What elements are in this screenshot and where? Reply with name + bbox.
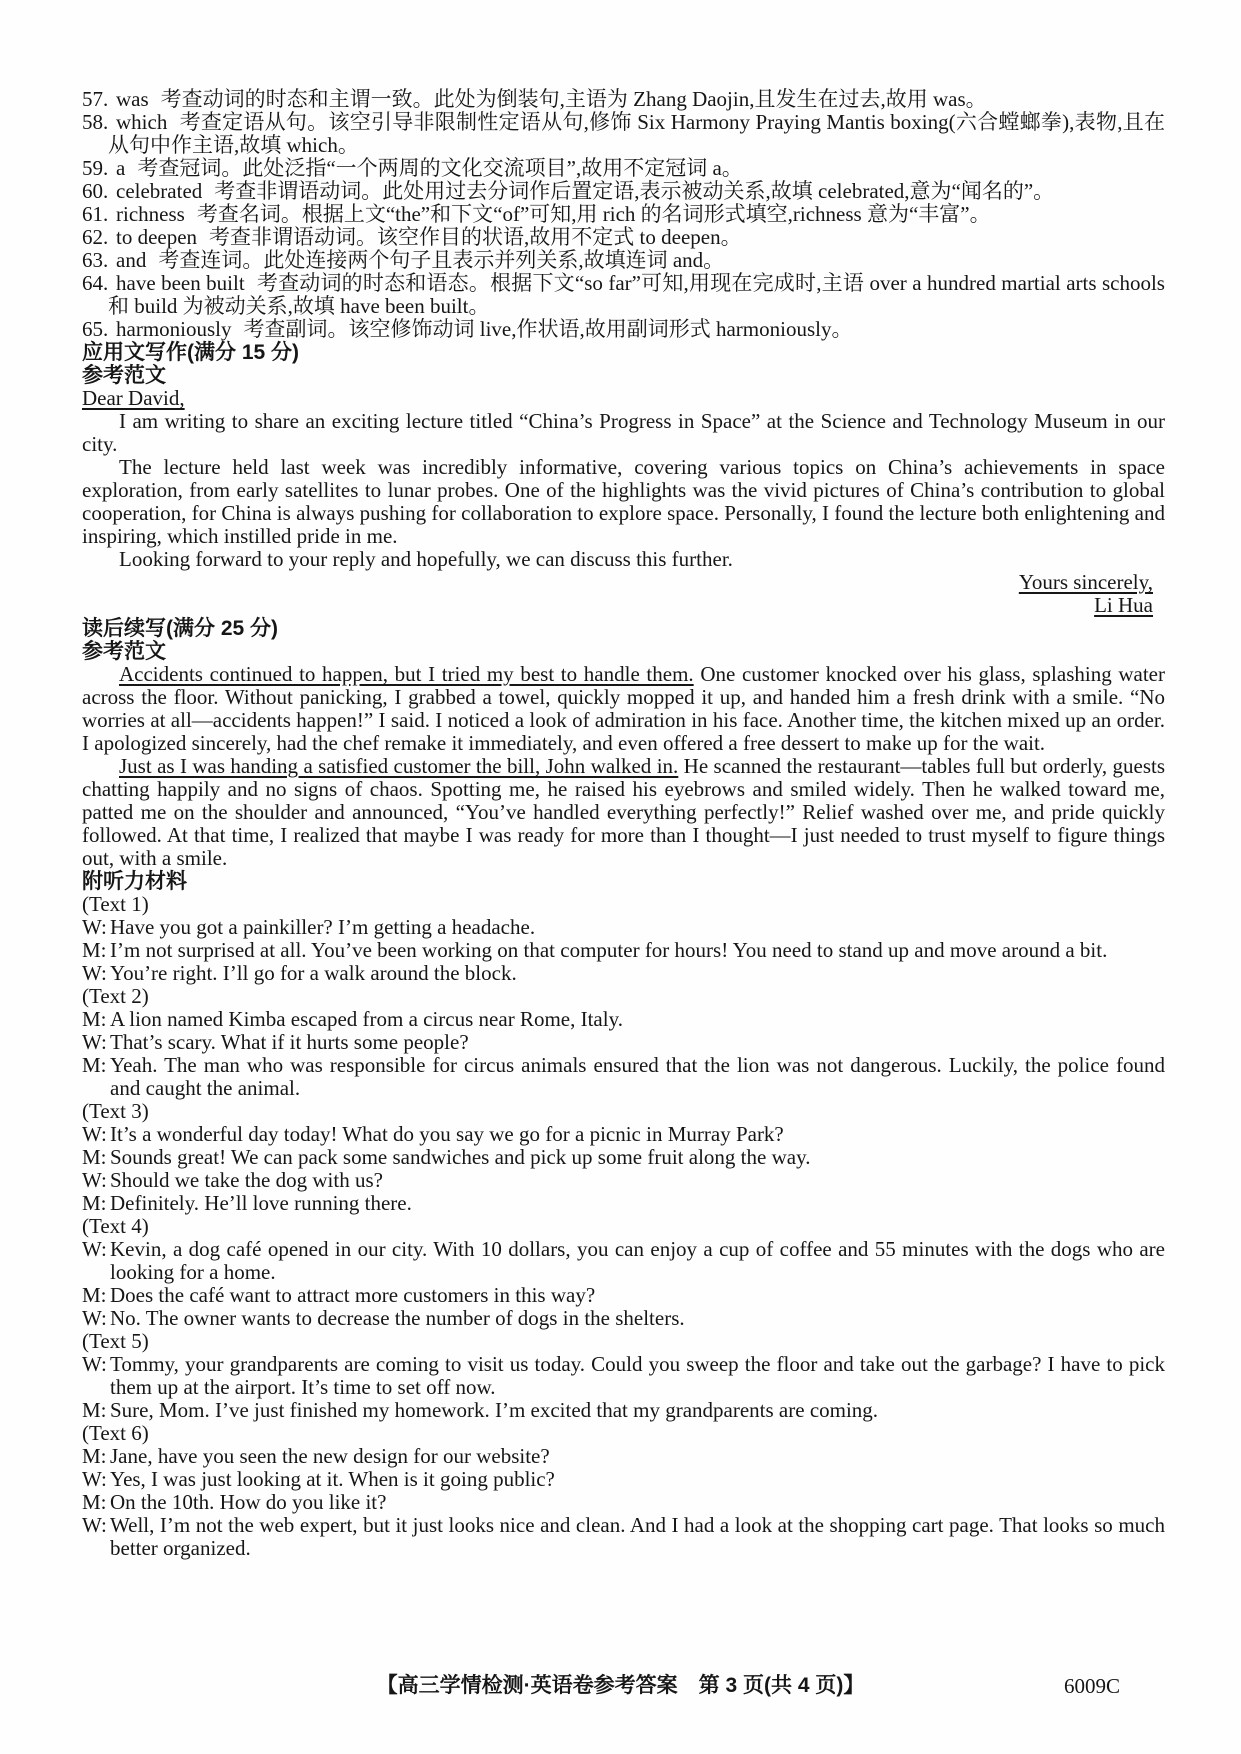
letter-salutation: Dear David,: [82, 386, 185, 410]
speaker-label: M:: [82, 1283, 107, 1307]
speaker-label: M:: [82, 1145, 107, 1169]
grammar-answers-section: [82, 88, 1165, 341]
grammar-item-65: [82, 318, 1165, 341]
paragraph-rest: One customer knocked over his glass, splashing water across the floor. Without panicking, I grabbed a towel, quickly mopped it up, and handed him a fresh drink with a smile. “No worries at all—accidents happen!” I said. I noticed a look of admiration in his face. Another time, the kitchen mixed up an order. I apologized sincerely, had the chef remake it immediately, and even offered a free dessert to make up for the wait.: [82, 662, 1166, 755]
paragraph-rest: He scanned the restaurant—tables full but orderly, guests chatting happily and no signs of chaos. Spotting me, he raised his eyebrows and smiled widely. Then he walked toward me, patted me on the shoulder and announced, “You’ve handled everything perfectly!” Relief washed over me, and pride quickly followed. At that time, I realized that maybe I was ready for more than I thought—I just needed to trust myself to figure things out, with a smile.: [82, 754, 1165, 870]
dialogue-text: Yes, I was just looking at it. When is it going public?: [110, 1467, 555, 1491]
footer-title: 【高三学情检测·英语卷参考答案 第 3 页(共 4 页)】: [376, 1674, 865, 1697]
text-label-3: (Text 3): [82, 1099, 149, 1123]
lead-sentence: Just as I was handing a satisfied customer the bill, John walked in.: [119, 754, 679, 778]
dialogue-text: Yeah. The man who was responsible for circus animals ensured that the lion was not dangerous. Luckily, the police found and caught the animal.: [110, 1053, 1165, 1100]
letter-closing: Yours sincerely,: [1018, 570, 1153, 594]
item-explanation: 考查非谓语动词。该空作目的状语,故用不定式 to deepen。: [209, 225, 742, 249]
model-essay-label: 参考范文: [82, 364, 166, 387]
grammar-item-57: [82, 88, 1165, 111]
grammar-item-62: [82, 226, 1165, 249]
dialogue-text: Have you got a painkiller? I’m getting a headache.: [110, 915, 536, 939]
dialogue-line: [82, 1008, 1165, 1031]
dialogue-text: You’re right. I’ll go for a walk around the block.: [110, 961, 517, 985]
text-label-5: (Text 5): [82, 1329, 149, 1353]
item-number: 61.: [82, 202, 109, 226]
letter-paragraph-3: Looking forward to your reply and hopefully, we can discuss this further.: [119, 547, 733, 571]
dialogue-line: [82, 1031, 1165, 1054]
grammar-item-61: [82, 203, 1165, 226]
speaker-label: W:: [82, 1467, 107, 1491]
continuation-paragraph-1: [82, 663, 1165, 755]
dialogue-line: [82, 1468, 1165, 1491]
letter-paragraph-2: The lecture held last week was incredibly informative, covering various topics on China’s achievements in space exploration, from early satellites to lunar probes. One of the highlights was the vivid pictures of China’s contribution to global cooperation, for China is always pushing for collaboration to explore space. Personally, I found the lecture both enlightening and inspiring, which instilled pride in me.: [82, 455, 1165, 548]
grammar-item-58: [82, 111, 1165, 157]
speaker-label: M:: [82, 1191, 107, 1215]
item-number: 62.: [82, 225, 109, 249]
dialogue-text: A lion named Kimba escaped from a circus near Rome, Italy.: [110, 1007, 623, 1031]
dialogue-line: [82, 1307, 1165, 1330]
item-answer: and: [116, 248, 147, 272]
item-number: 60.: [82, 179, 109, 203]
dialogue-text: It’s a wonderful day today! What do you say we go for a picnic in Murray Park?: [110, 1122, 784, 1146]
item-answer: to deepen: [116, 225, 198, 249]
item-answer: which: [116, 110, 168, 134]
text-label-4: (Text 4): [82, 1214, 149, 1238]
speaker-label: W:: [82, 1306, 107, 1330]
dialogue-line: [82, 1169, 1165, 1192]
dialogue-line: [82, 1238, 1165, 1284]
dialogue-line: [82, 1054, 1165, 1100]
paper-code: 6009C: [1063, 1674, 1120, 1698]
dialogue-line: [82, 1491, 1165, 1514]
dialogue-line: [82, 962, 1165, 985]
speaker-label: W:: [82, 961, 107, 985]
dialogue-text: Sounds great! We can pack some sandwiches and pick up some fruit along the way.: [110, 1145, 811, 1169]
lead-sentence: Accidents continued to happen, but I tried my best to handle them.: [119, 662, 694, 686]
continuation-paragraph-2: [82, 755, 1165, 870]
speaker-label: M:: [82, 1398, 107, 1422]
speaker-label: W:: [82, 1513, 107, 1537]
text-label-6: (Text 6): [82, 1421, 149, 1445]
speaker-label: W:: [82, 915, 107, 939]
item-explanation: 考查冠词。此处泛指“一个两周的文化交流项目”,故用不定冠词 a。: [137, 156, 743, 180]
dialogue-text: Kevin, a dog café opened in our city. With 10 dollars, you can enjoy a cup of coffee and 55 minutes with the dogs who are looking for a home.: [110, 1237, 1165, 1284]
speaker-label: W:: [82, 1237, 107, 1261]
item-explanation: 考查动词的时态和主谓一致。此处为倒装句,主语为 Zhang Daojin,且发生在过去,故用 was。: [160, 87, 987, 111]
listening-material-heading: 附听力材料: [82, 870, 187, 893]
item-explanation: 考查动词的时态和语态。根据下文“so far”可知,用现在完成时,主语 over a hundred martial arts schools 和 build 为被动关系,故填 have been built。: [108, 271, 1165, 318]
grammar-item-64: [82, 272, 1165, 318]
dialogue-line: [82, 1123, 1165, 1146]
listening-material-section: [82, 870, 1165, 1560]
item-answer: have been built: [116, 271, 245, 295]
speaker-label: M:: [82, 1007, 107, 1031]
speaker-label: W:: [82, 1352, 107, 1376]
dialogue-text: Tommy, your grandparents are coming to visit us today. Could you sweep the floor and take out the garbage? I have to pick them up at the airport. It’s time to set off now.: [110, 1352, 1165, 1399]
letter-signature: Li Hua: [1094, 593, 1153, 617]
dialogue-text: Should we take the dog with us?: [110, 1168, 383, 1192]
dialogue-line: [82, 1514, 1165, 1560]
item-number: 59.: [82, 156, 109, 180]
item-answer: harmoniously: [116, 317, 232, 341]
dialogue-text: Sure, Mom. I’ve just finished my homework. I’m excited that my grandparents are coming.: [110, 1398, 879, 1422]
dialogue-line: [82, 1353, 1165, 1399]
item-answer: richness: [116, 202, 185, 226]
speaker-label: W:: [82, 1168, 107, 1192]
applied-writing-section: [82, 341, 1165, 617]
speaker-label: M:: [82, 1444, 107, 1468]
speaker-label: M:: [82, 938, 107, 962]
item-explanation: 考查非谓语动词。此处用过去分词作后置定语,表示被动关系,故填 celebrated,意为“闻名的”。: [214, 179, 1055, 203]
dialogue-line: [82, 1445, 1165, 1468]
dialogue-line: [82, 1192, 1165, 1215]
continuation-writing-section: [82, 617, 1165, 870]
speaker-label: W:: [82, 1122, 107, 1146]
dialogue-line: [82, 1399, 1165, 1422]
item-explanation: 考查连词。此处连接两个句子且表示并列关系,故填连词 and。: [158, 248, 725, 272]
dialogue-text: Does the café want to attract more customers in this way?: [110, 1283, 596, 1307]
model-essay-label: 参考范文: [82, 640, 166, 663]
speaker-label: M:: [82, 1490, 107, 1514]
item-explanation: 考查定语从句。该空引导非限制性定语从句,修饰 Six Harmony Praying Mantis boxing(六合螳螂拳),表物,且在从句中作主语,故填 which。: [108, 110, 1165, 157]
grammar-item-63: [82, 249, 1165, 272]
grammar-item-60: [82, 180, 1165, 203]
continuation-writing-heading: 读后续写(满分 25 分): [82, 617, 279, 640]
item-number: 58.: [82, 110, 109, 134]
item-number: 64.: [82, 271, 109, 295]
applied-writing-heading: 应用文写作(满分 15 分): [82, 341, 300, 364]
grammar-item-59: [82, 157, 1165, 180]
dialogue-text: On the 10th. How do you like it?: [110, 1490, 387, 1514]
item-answer: was: [116, 87, 149, 111]
dialogue-text: That’s scary. What if it hurts some people?: [110, 1030, 469, 1054]
letter-paragraph-1: I am writing to share an exciting lecture titled “China’s Progress in Space” at the Science and Technology Museum in our city.: [82, 409, 1165, 456]
text-label-2: (Text 2): [82, 984, 149, 1008]
dialogue-text: Jane, have you seen the new design for our website?: [110, 1444, 550, 1468]
speaker-label: W:: [82, 1030, 107, 1054]
dialogue-text: Well, I’m not the web expert, but it just looks nice and clean. And I had a look at the shopping cart page. That looks so much better organized.: [110, 1513, 1165, 1560]
text-label-1: (Text 1): [82, 892, 149, 916]
page-footer: [0, 1674, 1241, 1697]
item-answer: a: [116, 156, 126, 180]
item-number: 63.: [82, 248, 109, 272]
item-answer: celebrated: [116, 179, 203, 203]
item-explanation: 考查名词。根据上文“the”和下文“of”可知,用 rich 的名词形式填空,richness 意为“丰富”。: [196, 202, 991, 226]
item-number: 65.: [82, 317, 109, 341]
dialogue-line: [82, 939, 1165, 962]
item-number: 57.: [82, 87, 109, 111]
dialogue-line: [82, 1284, 1165, 1307]
dialogue-text: No. The owner wants to decrease the number of dogs in the shelters.: [110, 1306, 685, 1330]
item-explanation: 考查副词。该空修饰动词 live,作状语,故用副词形式 harmoniously。: [243, 317, 853, 341]
speaker-label: M:: [82, 1053, 107, 1077]
dialogue-line: [82, 1146, 1165, 1169]
dialogue-line: [82, 916, 1165, 939]
dialogue-text: Definitely. He’ll love running there.: [110, 1191, 412, 1215]
dialogue-text: I’m not surprised at all. You’ve been working on that computer for hours! You need to stand up and move around a bit.: [110, 938, 1108, 962]
